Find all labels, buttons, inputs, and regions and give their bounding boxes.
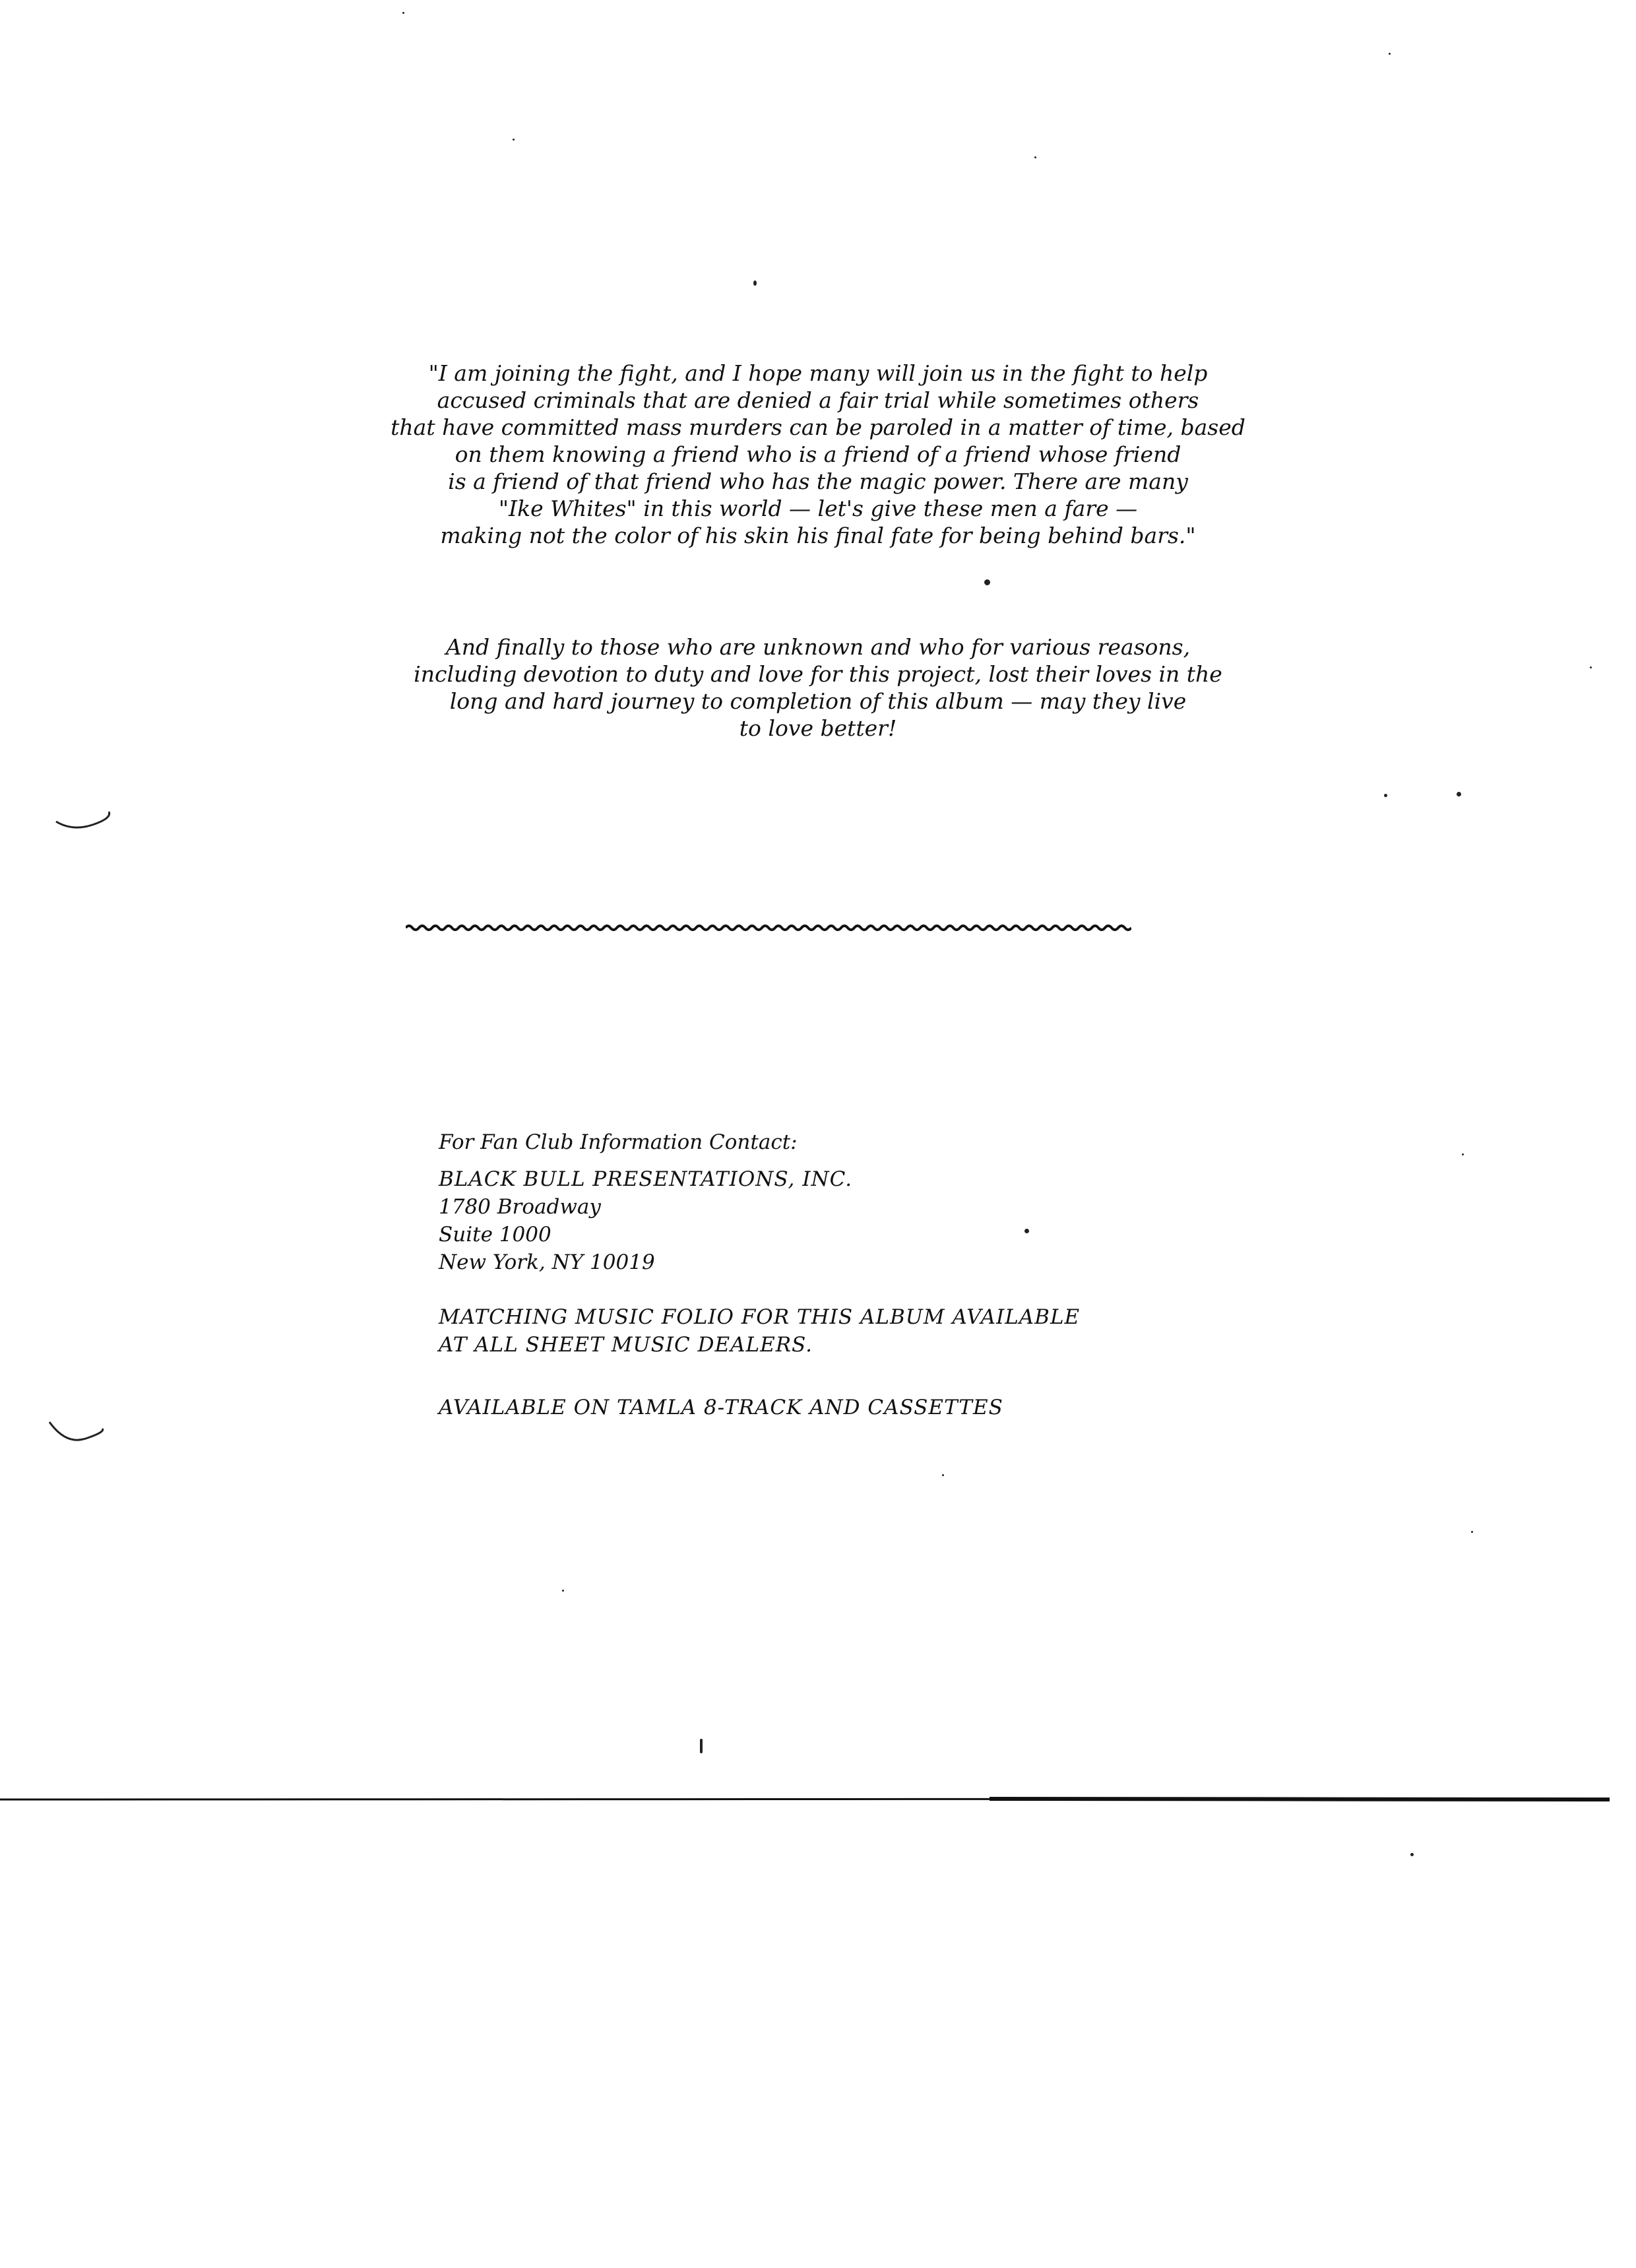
bottom-rule xyxy=(0,1795,1610,1804)
wavy-divider xyxy=(406,923,1131,933)
scan-speck xyxy=(1024,1229,1029,1233)
contact-address-street: 1780 Broadway xyxy=(439,1195,601,1219)
scan-speck xyxy=(753,280,757,286)
quote-line: that have committed mass murders can be paroled in a matter of time, based xyxy=(391,414,1245,440)
folio-notice-line: MATCHING MUSIC FOLIO FOR THIS ALBUM AVAILABLE xyxy=(439,1305,1081,1329)
scan-speck xyxy=(1462,1153,1464,1155)
scan-speck xyxy=(402,12,404,14)
quote-line: on them knowing a friend who is a friend of a friend whose friend xyxy=(455,441,1181,467)
quote-line: is a friend of that friend who has the magic power. There are many xyxy=(448,469,1188,494)
scan-speck xyxy=(1471,1531,1473,1533)
scan-speck xyxy=(562,1590,564,1592)
closing-line: long and hard journey to completion of this album — may they live xyxy=(449,688,1187,714)
quote-line: accused criminals that are denied a fair trial while sometimes others xyxy=(437,387,1199,413)
quote-paragraph xyxy=(343,360,1293,549)
scan-speck xyxy=(1389,53,1391,55)
scan-speck xyxy=(1384,794,1387,797)
contact-address-city: New York, NY 10019 xyxy=(439,1250,655,1274)
scan-speck xyxy=(1034,156,1036,158)
scan-smudge-mark xyxy=(46,1419,106,1452)
scan-speck xyxy=(1590,666,1592,668)
quote-line: making not the color of his skin his final fate for being behind bars." xyxy=(440,523,1196,548)
closing-dedication xyxy=(343,633,1293,742)
tape-notice-line: AVAILABLE ON TAMLA 8-TRACK AND CASSETTES xyxy=(439,1396,1003,1419)
contact-company: BLACK BULL PRESENTATIONS, INC. xyxy=(439,1167,853,1191)
folio-notice-line: AT ALL SHEET MUSIC DEALERS. xyxy=(439,1333,813,1357)
quote-line: "I am joining the fight, and I hope many will join us in the fight to help xyxy=(428,360,1208,386)
scan-speck xyxy=(1410,1853,1414,1856)
scan-speck xyxy=(942,1474,944,1476)
scan-speck xyxy=(513,139,515,141)
fan-club-contact xyxy=(439,1128,1197,1276)
scan-speck xyxy=(984,579,990,585)
quote-line: "Ike Whites" in this world — let's give these men a fare — xyxy=(498,496,1138,521)
closing-line: to love better! xyxy=(739,715,897,741)
closing-line: And finally to those who are unknown and who for various reasons, xyxy=(445,634,1191,660)
scan-speck xyxy=(700,1739,703,1753)
scan-smudge-mark xyxy=(53,808,112,835)
contact-heading: For Fan Club Information Contact: xyxy=(439,1130,798,1154)
contact-address-suite: Suite 1000 xyxy=(439,1223,551,1247)
closing-line: including devotion to duty and love for this project, lost their loves in the xyxy=(414,661,1222,687)
tape-availability-notice xyxy=(439,1394,1230,1421)
scan-speck xyxy=(1457,792,1461,796)
music-folio-notice xyxy=(439,1303,1230,1359)
